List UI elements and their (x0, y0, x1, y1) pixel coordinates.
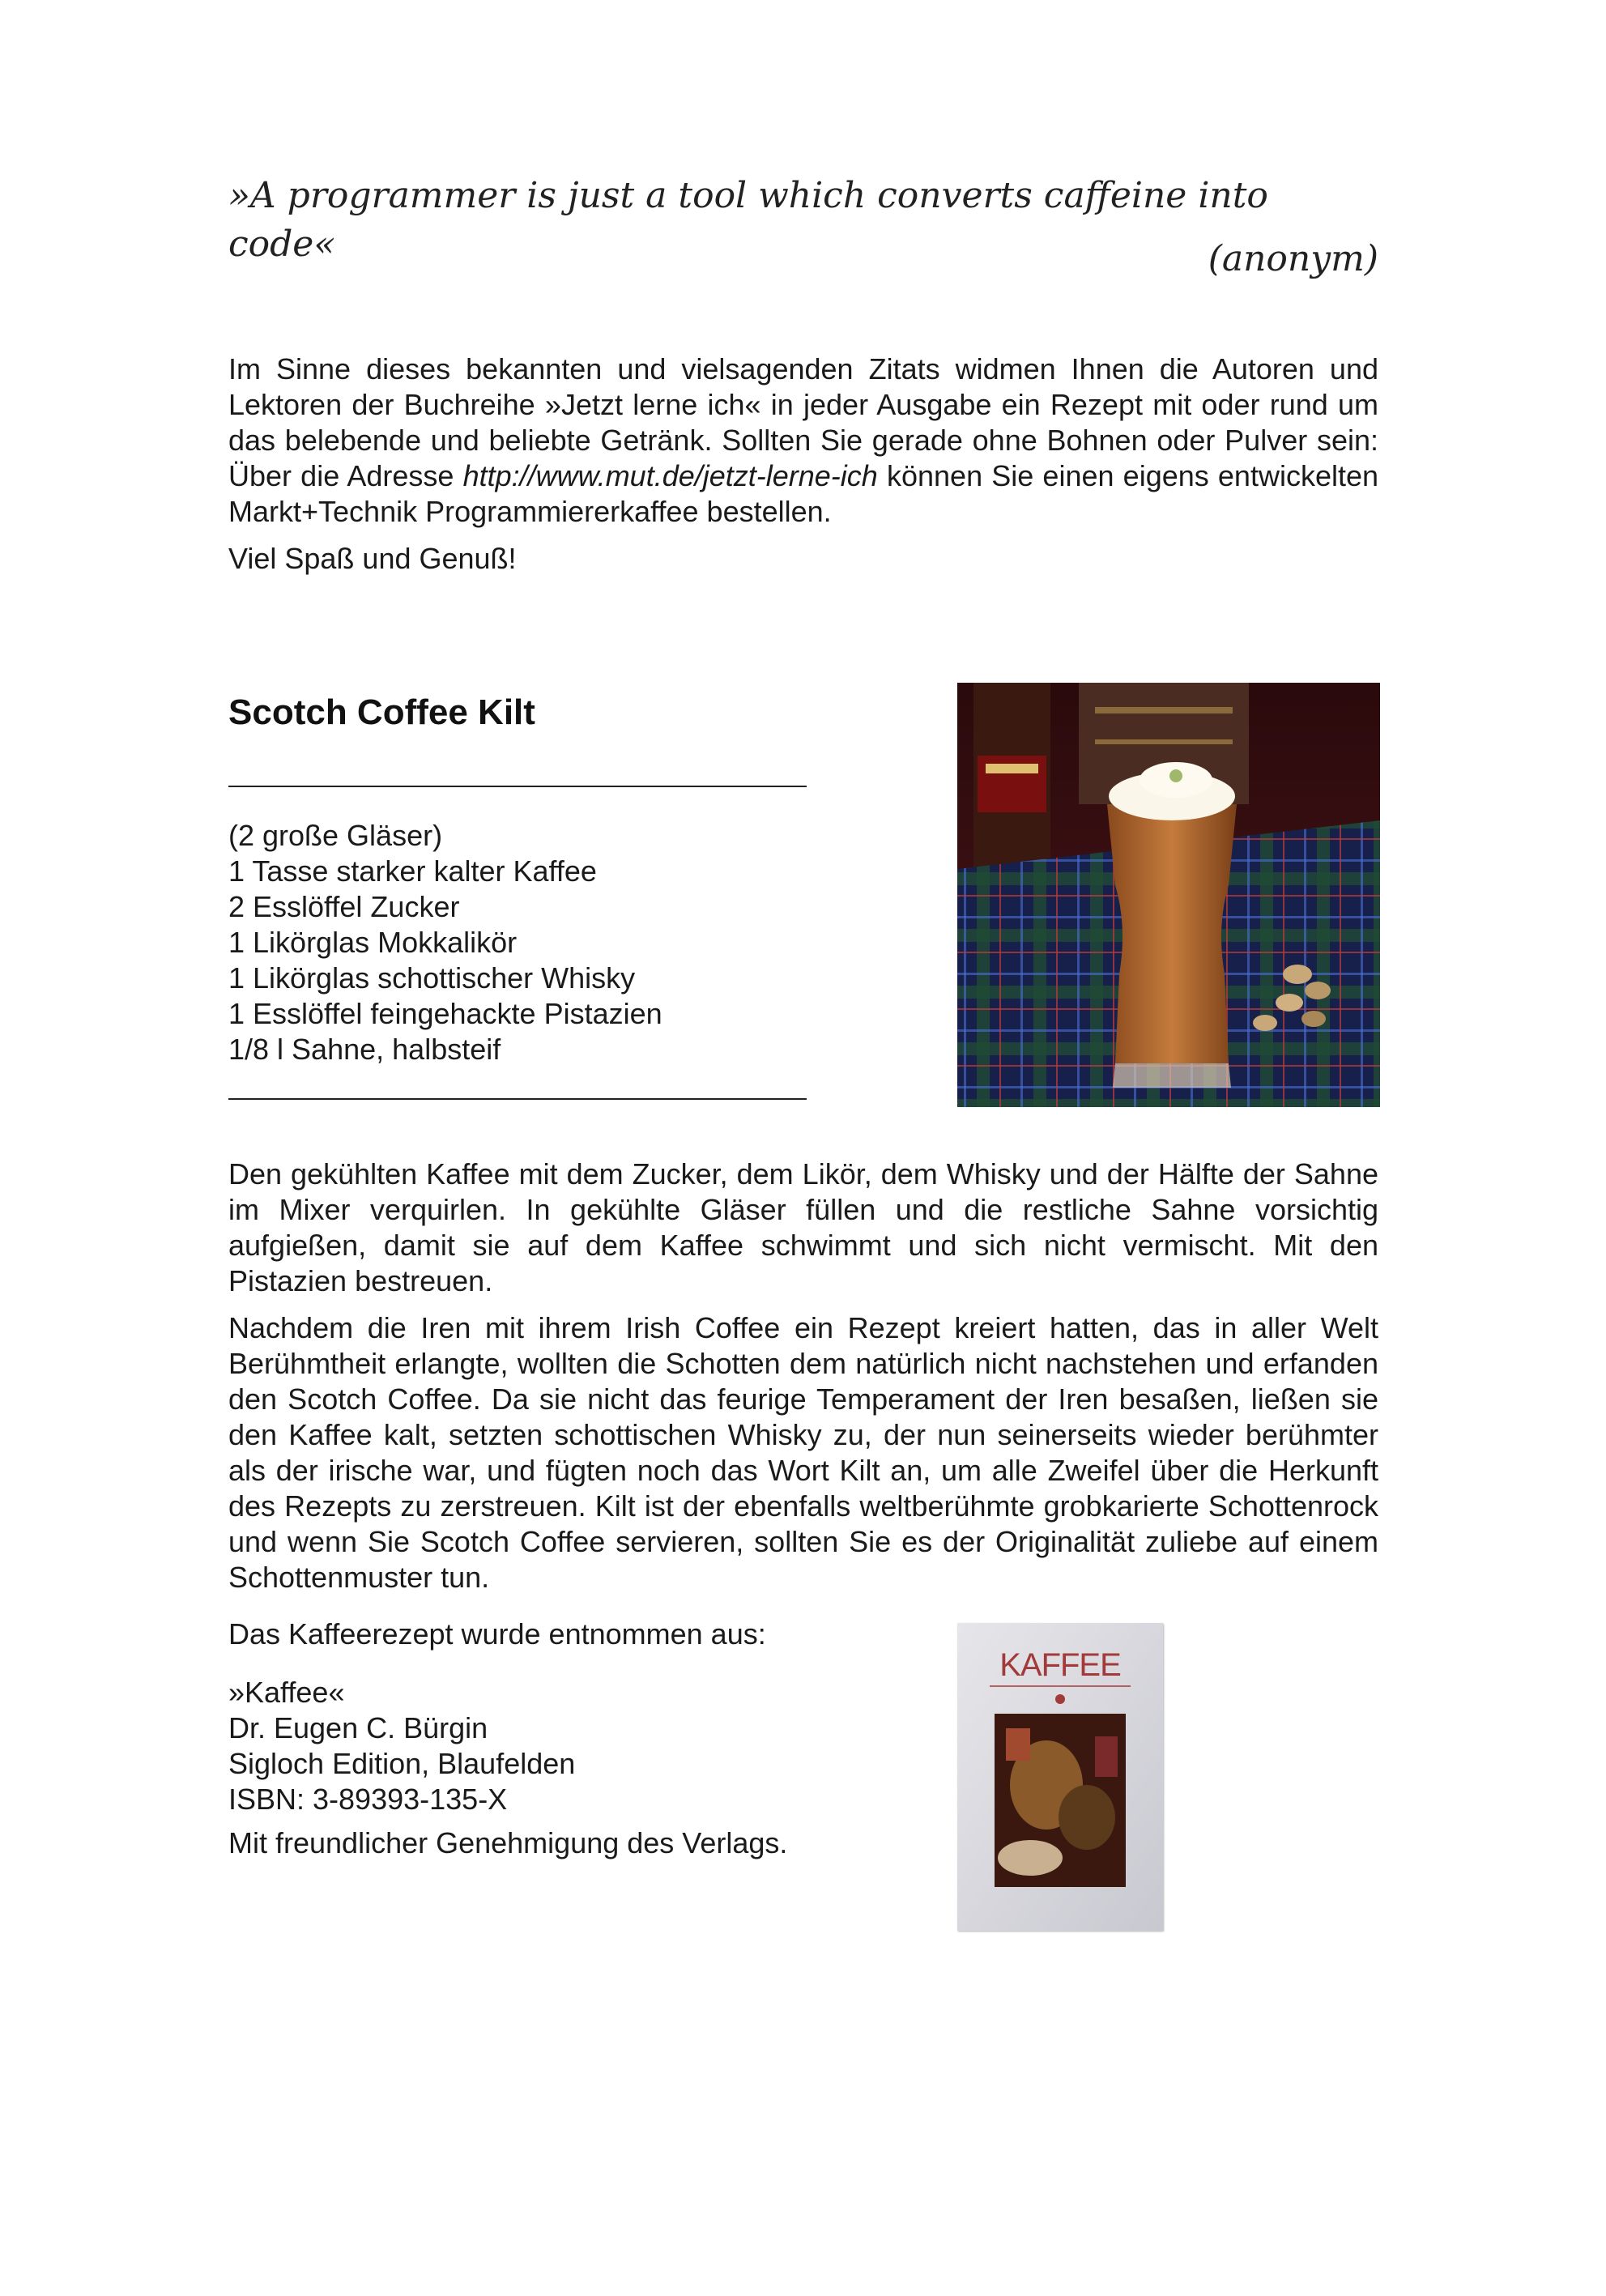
ingredient-item: 1 Likörglas Mokkalikör (228, 926, 518, 959)
book-cover-title: KAFFEE (999, 1647, 1121, 1683)
source-citation (228, 1675, 876, 1817)
source-label: Das Kaffeerezept wurde entnommen aus: (228, 1617, 766, 1651)
ingredient-item: 1 Likörglas schottischer Whisky (228, 961, 636, 995)
permission-note: Mit freundlicher Genehmigung des Verlags. (228, 1826, 788, 1859)
recipe-photo (957, 683, 1380, 1107)
recipe-story: Nachdem die Iren mit ihrem Irish Coffee ein Rezept kreiert hatten, das in aller Welt Berühmtheit erlangte, wollten die Schotten dem natürlich nicht nachstehen und erfanden den Scotch Coffee. Da sie nicht das feurige Temperament der Iren besaßen, ließen sie den Kaffee kalt, setzten schottischen Whisky zu, der nun seinerseits wieder berühmter als der irische war, und fügten noch das Wort Kilt an, um alle Zweifel über die Herkunft des Rezepts zu zerstreuen. Kilt ist der ebenfalls weltberühmte grobkarierte Schottenrock und wenn Sie Scotch Coffee servieren, sollten Sie es der Originalität zuliebe auf einem Schottenmuster tun. (228, 1311, 1378, 1594)
epigraph-author: (anonym) (1208, 238, 1378, 279)
source-author: Dr. Eugen C. Bürgin (228, 1711, 488, 1744)
ingredient-item: (2 große Gläser) (228, 819, 443, 852)
top-divider (228, 786, 807, 787)
source-publisher: Sigloch Edition, Blaufelden (228, 1747, 576, 1780)
intro-section (228, 351, 1378, 588)
bottom-divider (228, 1098, 807, 1100)
ingredient-item: 1 Tasse starker kalter Kaffee (228, 854, 597, 888)
source-isbn: ISBN: 3-89393-135-X (228, 1783, 508, 1816)
ingredient-item: 1/8 l Sahne, halbsteif (228, 1033, 501, 1066)
recipe-title: Scotch Coffee Kilt (228, 692, 535, 732)
source-title: »Kaffee« (228, 1676, 345, 1709)
epigraph-quote: »A programmer is just a tool which converts caffeine into code« (228, 175, 1268, 265)
recipe-text (228, 1157, 1378, 1607)
intro-text-after-link: können Sie einen eigens entwickelten Markt+Technik Programmiererkaffee bestellen. (228, 459, 1379, 528)
book-cover-image (957, 1623, 1163, 1931)
shop-link[interactable]: http://www.mut.de/jetzt-lerne-ich (462, 459, 878, 492)
intro-paragraph (228, 351, 1378, 530)
recipe-instructions: Den gekühlten Kaffee mit dem Zucker, dem Likör, dem Whisky und der Hälfte der Sahne im Mixer verquirlen. In gekühlte Gläser füllen und die restliche Sahne vorsichtig aufgießen, damit sie auf dem Kaffee schwimmt und sich nicht vermischt. Mit den Pistazien bestreuen. (228, 1157, 1378, 1297)
ingredient-item: 1 Esslöffel feingehackte Pistazien (228, 997, 662, 1030)
ingredient-item: 2 Esslöffel Zucker (228, 890, 460, 923)
ingredient-list (228, 818, 807, 1067)
intro-closing: Viel Spaß und Genuß! (228, 542, 517, 575)
intro-text-before-link: Im Sinne dieses bekannten und vielsagenden Zitats widmen Ihnen die Autoren und Lektoren der Buchreihe »Jetzt lerne ich« in jeder Ausgabe ein Rezept mit oder rund um das belebende und beliebte Getränk. Sollten Sie gerade ohne Bohnen oder Pulver sein: Über die Adresse (228, 352, 1378, 492)
